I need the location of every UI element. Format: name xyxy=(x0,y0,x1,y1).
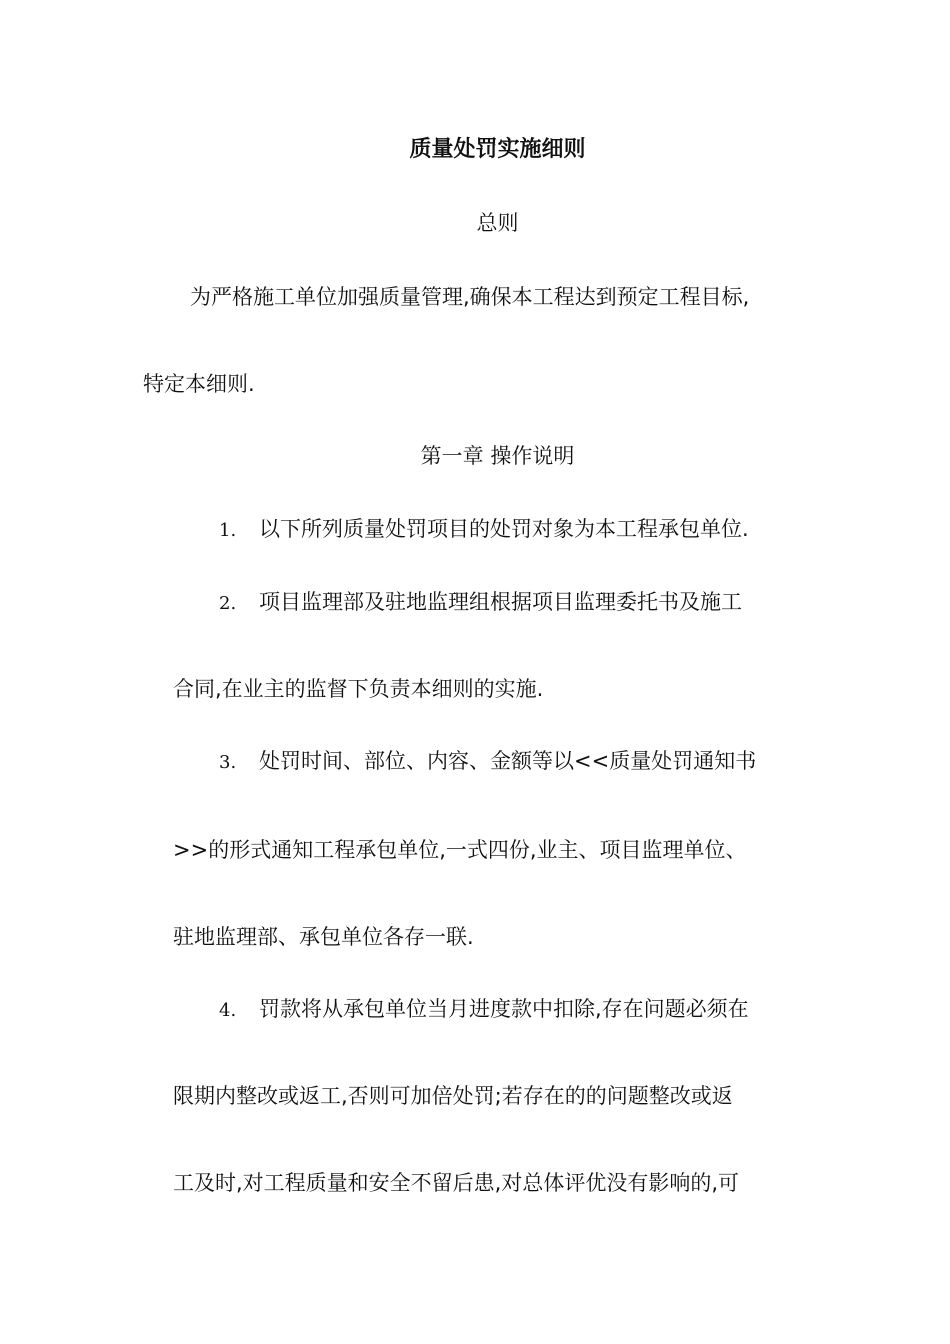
list-item-4-cont-2: 工及时,对工程质量和安全不留后患,对总体评优没有影响的,可 xyxy=(173,1171,740,1195)
item-number: 3. xyxy=(219,752,237,773)
list-item-4 xyxy=(219,994,749,1026)
list-item-3 xyxy=(219,746,756,778)
intro-line-1: 为严格施工单位加强质量管理,确保本工程达到预定工程目标, xyxy=(190,285,750,309)
item-number: 4. xyxy=(219,1000,237,1021)
item-text: 罚款将从承包单位当月进度款中扣除,存在问题必须在 xyxy=(259,997,749,1021)
list-item-1 xyxy=(219,514,749,546)
item-text: 处罚时间、部位、内容、金额等以<<质量处罚通知书 xyxy=(259,749,757,773)
list-item-3-cont-2: 驻地监理部、承包单位各存一联. xyxy=(173,925,474,949)
general-heading: 总则 xyxy=(476,211,519,235)
list-item-2-cont: 合同,在业主的监督下负责本细则的实施. xyxy=(173,677,544,701)
intro-line-2: 特定本细则. xyxy=(143,372,255,396)
item-text: 项目监理部及驻地监理组根据项目监理委托书及施工 xyxy=(259,590,742,614)
item-text: 以下所列质量处罚项目的处罚对象为本工程承包单位. xyxy=(259,517,749,541)
chapter-heading: 第一章 操作说明 xyxy=(420,444,575,468)
item-number: 2. xyxy=(219,593,237,614)
list-item-2 xyxy=(219,587,742,619)
item-number: 1. xyxy=(219,520,237,541)
list-item-4-cont-1: 限期内整改或返工,否则可加倍处罚;若存在的的问题整改或返 xyxy=(173,1084,733,1108)
document-title: 质量处罚实施细则 xyxy=(409,137,586,162)
list-item-3-cont-1: >>的形式通知工程承包单位,一式四份,业主、项目监理单位、 xyxy=(173,838,747,862)
